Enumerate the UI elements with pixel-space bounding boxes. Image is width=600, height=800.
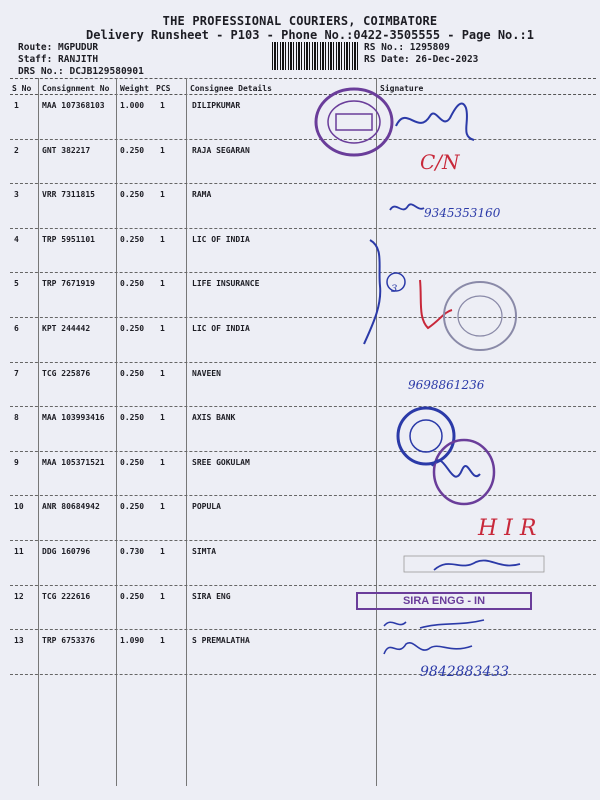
row-consignee: RAJA SEGARAN xyxy=(192,145,250,155)
row-divider xyxy=(10,228,596,229)
row-weight: 0.250 xyxy=(120,368,145,378)
row-pcs: 1 xyxy=(160,234,165,244)
row-weight: 0.250 xyxy=(120,324,145,333)
table-top-rule xyxy=(10,78,596,79)
col-divider xyxy=(186,78,187,786)
row-consignment: MAA 103993416 xyxy=(42,413,105,423)
row-pcs: 1 xyxy=(160,190,165,200)
row-sno: 6 xyxy=(14,324,19,333)
row-pcs: 1 xyxy=(160,591,165,601)
row-sno: 2 xyxy=(14,145,19,155)
row-sno: 13 xyxy=(14,636,24,646)
row-pcs: 1 xyxy=(160,547,165,556)
row-divider xyxy=(10,139,596,140)
row-divider xyxy=(10,585,596,586)
row-divider xyxy=(10,406,596,407)
row-sno: 8 xyxy=(14,413,19,423)
row-weight: 0.250 xyxy=(120,234,145,244)
row-sno: 1 xyxy=(14,101,19,110)
row-pcs: 1 xyxy=(160,368,165,378)
row3-phone: 9345353160 xyxy=(424,206,501,220)
row-weight: 0.250 xyxy=(120,413,145,423)
row-consignment: VRR 7311815 xyxy=(42,190,95,200)
row-consignee: POPULA xyxy=(192,502,221,512)
row-consignee: RAMA xyxy=(192,190,212,200)
row-divider xyxy=(10,362,596,363)
row-consignee: SIRA ENG xyxy=(192,591,231,601)
row-consignment: TCG 222616 xyxy=(42,591,91,601)
row-pcs: 1 xyxy=(160,145,165,155)
row-consignment: GNT 382217 xyxy=(42,145,91,155)
row-sno: 5 xyxy=(14,279,19,289)
row12-company-stamp: SIRA ENGG - IN xyxy=(356,592,532,610)
runsheet-subtitle: Delivery Runsheet - P103 - Phone No.:0422-3505555 - Page No.:1 xyxy=(86,28,534,42)
row-consignee: AXIS BANK xyxy=(192,413,236,423)
signature-row1 xyxy=(390,96,480,144)
row-consignee: LIC OF INDIA xyxy=(192,234,250,244)
row-sno: 10 xyxy=(14,502,24,512)
row-sno: 3 xyxy=(14,190,19,200)
bank-stamps xyxy=(392,404,502,516)
row-sno: 12 xyxy=(14,591,24,601)
row7-phone: 9698861236 xyxy=(408,378,485,392)
row-pcs: 1 xyxy=(160,413,165,423)
row-weight: 1.000 xyxy=(120,101,145,110)
row-sno: 4 xyxy=(14,234,19,244)
signature-row11 xyxy=(400,550,550,580)
round-stamp xyxy=(312,84,396,160)
row-weight: 0.250 xyxy=(120,279,145,289)
row-pcs: 1 xyxy=(160,324,165,333)
row2-mark: C/N xyxy=(420,150,460,174)
row-pcs: 1 xyxy=(160,502,165,512)
row-consignment: ANR 80684942 xyxy=(42,502,100,512)
col-signature: Signature xyxy=(380,84,424,93)
col-sno: S No xyxy=(12,84,32,93)
row-consignee: NAVEEN xyxy=(192,368,221,378)
row-consignee: SIMTA xyxy=(192,547,217,556)
row-divider xyxy=(10,629,596,630)
row-consignment: MAA 107368103 xyxy=(42,101,105,110)
rs-number: RS No.: 1295809 xyxy=(364,42,450,53)
row-consignee: DILIPKUMAR xyxy=(192,101,241,110)
row-pcs: 1 xyxy=(160,636,165,646)
col-consignment: Consignment No xyxy=(42,84,110,93)
row13-phone: 9842883433 xyxy=(420,664,510,680)
col-divider xyxy=(38,78,39,786)
row-divider xyxy=(10,495,596,496)
row-consignee: LIC OF INDIA xyxy=(192,324,250,333)
row5-circle-number: 3 xyxy=(391,284,398,295)
row-divider xyxy=(10,183,596,184)
row-consignment: MAA 105371521 xyxy=(42,457,105,467)
barcode xyxy=(272,42,360,70)
row-weight: 0.250 xyxy=(120,591,145,601)
row-divider xyxy=(10,451,596,452)
rs-date: RS Date: 26-Dec-2023 xyxy=(364,54,479,65)
company-title: THE PROFESSIONAL COURIERS, COIMBATORE xyxy=(162,14,438,28)
row10-mark: H I R xyxy=(478,516,537,541)
row-consignment: TRP 6753376 xyxy=(42,636,95,646)
header-rule xyxy=(10,94,596,95)
row-consignment: DDG 160796 xyxy=(42,547,91,556)
row-weight: 0.730 xyxy=(120,547,145,556)
col-weight: Weight xyxy=(120,84,149,93)
col-divider xyxy=(376,78,377,786)
signature-row13 xyxy=(380,636,480,662)
signature-row3 xyxy=(386,198,426,218)
row-consignment: TCG 225876 xyxy=(42,368,91,378)
row-sno: 11 xyxy=(14,547,24,556)
row-consignee: LIFE INSURANCE xyxy=(192,279,260,289)
signature-row12 xyxy=(380,612,490,634)
row-consignee: S PREMALATHA xyxy=(192,636,250,646)
drs-number: DRS No.: DCJB129580901 xyxy=(18,66,144,77)
row-weight: 0.250 xyxy=(120,190,145,200)
row-consignment: KPT 244442 xyxy=(42,324,91,333)
row-weight: 0.250 xyxy=(120,502,145,512)
row-pcs: 1 xyxy=(160,101,165,110)
staff-label: Staff: RANJITH xyxy=(18,54,99,65)
col-divider xyxy=(116,78,117,786)
row-sno: 7 xyxy=(14,368,19,378)
row-pcs: 1 xyxy=(160,279,165,289)
row-sno: 9 xyxy=(14,457,19,467)
row-weight: 0.250 xyxy=(120,145,145,155)
route-label: Route: MGPUDUR xyxy=(18,42,99,53)
row-pcs: 1 xyxy=(160,457,165,467)
col-consignee: Consignee Details xyxy=(190,84,272,93)
red-stamp xyxy=(400,260,520,356)
row-consignee: SREE GOKULAM xyxy=(192,457,250,467)
row-consignment: TRP 5951101 xyxy=(42,234,95,244)
row-weight: 0.250 xyxy=(120,457,145,467)
col-pcs: PCS xyxy=(156,84,171,93)
row-weight: 1.090 xyxy=(120,636,145,646)
row-consignment: TRP 7671919 xyxy=(42,279,95,289)
